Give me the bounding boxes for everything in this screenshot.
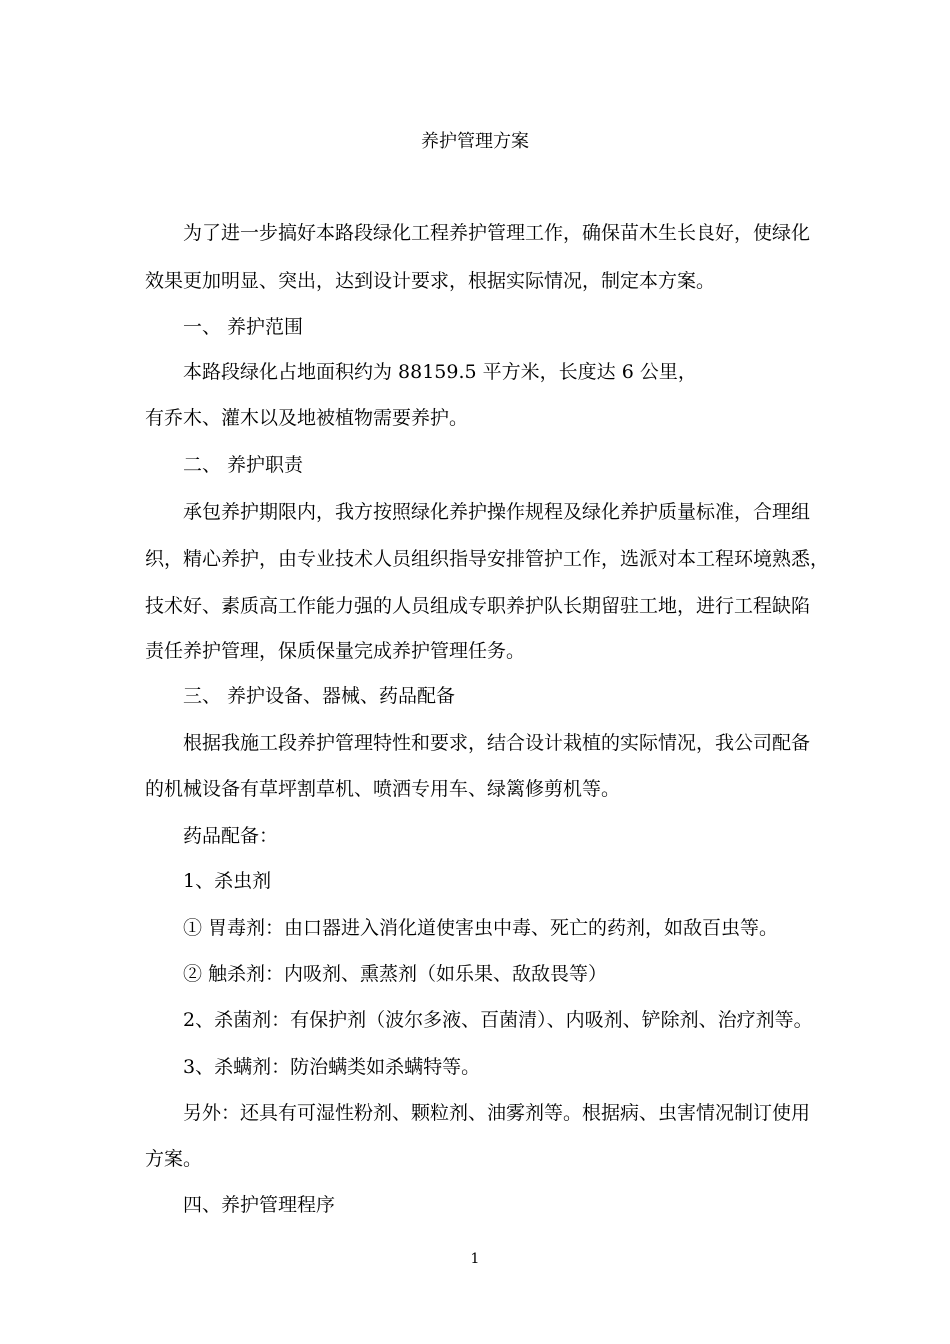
paragraph-line: 另外：还具有可湿性粉剂、颗粒剂、油雾剂等。根据病、虫害情况制订使用 [183, 1102, 811, 1124]
section-heading: 一、 养护范围 [183, 316, 304, 338]
list-item: ② 触杀剂：内吸剂、熏蒸剂（如乐果、敌敌畏等） [183, 963, 608, 985]
paragraph-line: 承包养护期限内，我方按照绿化养护操作规程及绿化养护质量标准，合理组 [183, 501, 811, 523]
paragraph-line: 责任养护管理，保质保量完成养护管理任务。 [145, 640, 526, 662]
list-item: 1、杀虫剂 [183, 870, 272, 892]
paragraph-line: 织，精心养护，由专业技术人员组织指导安排管护工作，选派对本工程环境熟悉， [145, 548, 830, 570]
document-title: 养护管理方案 [421, 131, 529, 152]
paragraph-line: 为了进一步搞好本路段绿化工程养护管理工作，确保苗木生长良好，使绿化 [183, 222, 811, 244]
paragraph-line: 药品配备： [183, 825, 279, 847]
paragraph-line: 根据我施工段养护管理特性和要求，结合设计栽植的实际情况，我公司配备 [183, 732, 811, 754]
section-heading: 四、养护管理程序 [183, 1194, 336, 1216]
paragraph-line: 技术好、素质高工作能力强的人员组成专职养护队长期留驻工地，进行工程缺陷 [145, 595, 811, 617]
list-item: 3、杀螨剂：防治螨类如杀螨特等。 [183, 1056, 481, 1078]
paragraph-line: 有乔木、灌木以及地被植物需要养护。 [145, 407, 469, 429]
list-item: 2、杀菌剂：有保护剂（波尔多液、百菌清）、内吸剂、铲除剂、治疗剂等。 [183, 1009, 813, 1031]
paragraph-line: 的机械设备有草坪割草机、喷洒专用车、绿篱修剪机等。 [145, 778, 621, 800]
paragraph-line: 本路段绿化占地面积约为 88159.5 平方米，长度达 6 公里， [183, 361, 697, 383]
paragraph-line: 方案。 [145, 1148, 203, 1170]
section-heading: 二、 养护职责 [183, 454, 304, 476]
paragraph-line: 效果更加明显、突出，达到设计要求，根据实际情况，制定本方案。 [145, 270, 716, 292]
list-item: ① 胃毒剂：由口器进入消化道使害虫中毒、死亡的药剂，如敌百虫等。 [183, 917, 779, 939]
page-number: 1 [470, 1251, 480, 1267]
section-heading: 三、 养护设备、器械、药品配备 [183, 685, 456, 707]
